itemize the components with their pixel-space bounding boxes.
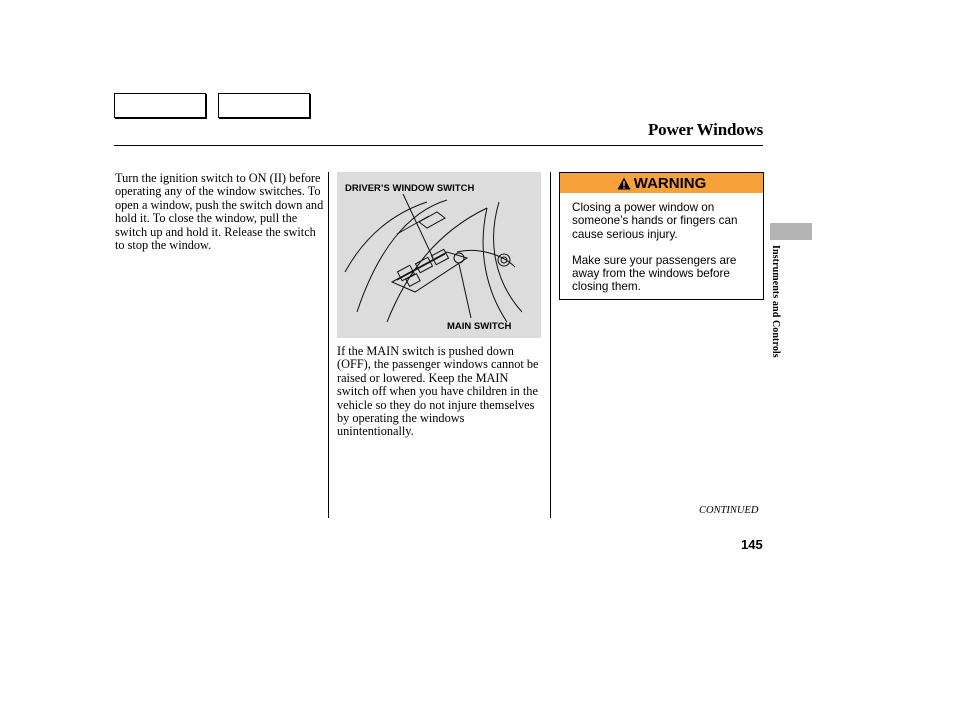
door-panel-drawing	[337, 172, 541, 338]
section-tab	[770, 223, 812, 240]
continued-label: CONTINUED	[699, 505, 759, 516]
warning-title: WARNING	[633, 174, 707, 192]
main-switch-label: MAIN SWITCH	[447, 321, 512, 332]
nav-index-button[interactable]	[218, 93, 310, 118]
main-switch-paragraph: If the MAIN switch is pushed down (OFF), the passenger windows cannot be raised or lowered. Keep the MAIN switch off when you have children in the vehicle so they do not injure themselves by operating the windows unintentionally.	[337, 344, 539, 439]
title-divider	[114, 145, 763, 146]
column-divider-left	[328, 172, 329, 518]
window-switch-illustration	[337, 172, 541, 338]
section-label: Instruments and Controls	[770, 245, 781, 358]
warning-box	[559, 172, 764, 300]
intro-paragraph: Turn the ignition switch to ON (II) before operating any of the window switches. To open a window, push the switch down and hold it. To close the window, pull the switch up and hold it. Release the switch to stop the window.	[115, 171, 324, 253]
page-title: Power Windows	[647, 120, 763, 139]
warning-header	[560, 173, 763, 193]
column-divider-right	[550, 172, 551, 518]
page-number: 145	[741, 537, 763, 552]
warning-triangle-icon	[617, 177, 631, 190]
driver-window-switch-label: DRIVER’S WINDOW SWITCH	[345, 183, 475, 194]
warning-paragraph-1: Closing a power window on someone’s hands or fingers can cause serious injury.	[572, 201, 738, 241]
nav-main-menu-button[interactable]	[114, 93, 206, 118]
warning-paragraph-2: Make sure your passengers are away from the windows before closing them.	[572, 253, 737, 294]
